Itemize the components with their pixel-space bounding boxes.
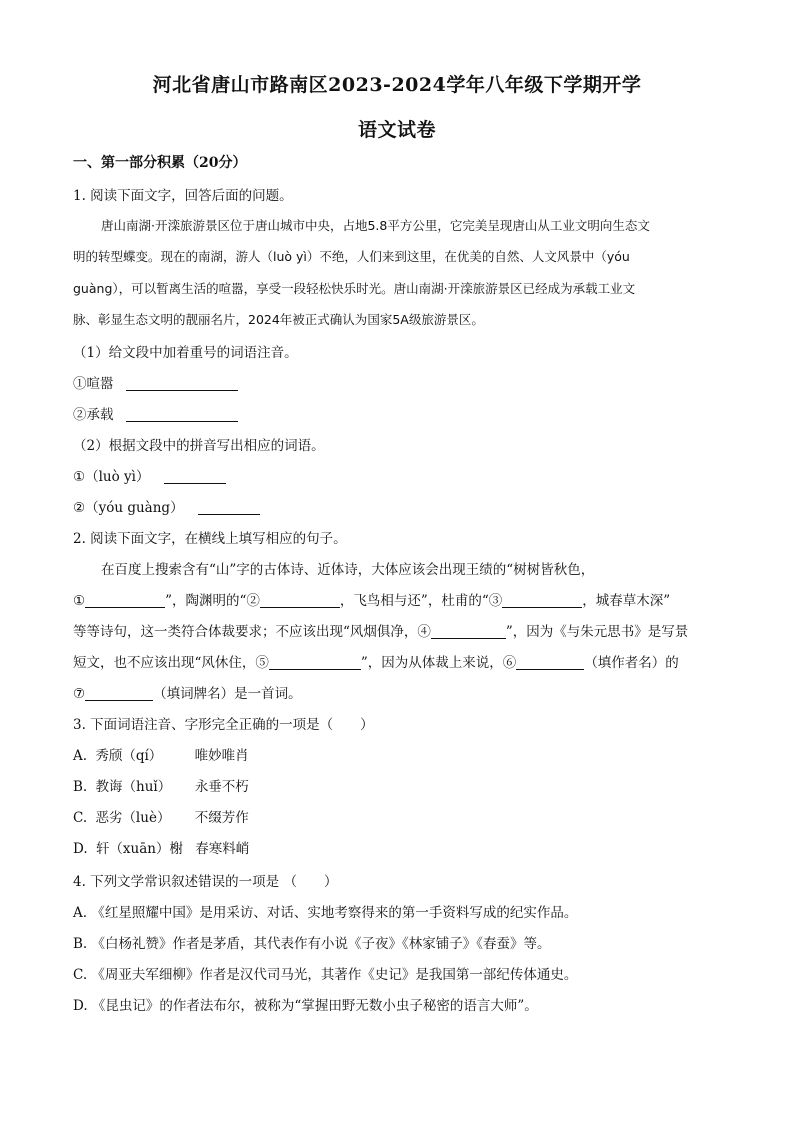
q2-text: 等等诗句，这一类符合体裁要求；不应该出现“风烟俱净，④ <box>73 624 431 640</box>
option-word: 轩（xuān）榭 <box>95 841 183 857</box>
answer-blank[interactable] <box>85 593 165 608</box>
option-letter: B. <box>73 779 88 795</box>
q1-passage-line: 明的转型蝶变。现在的南湖，游人（luò yì）不绝，人们来到这里，在优美的自然、人文风景中（yóu <box>73 249 630 264</box>
option-idiom: 永垂不朽 <box>194 779 249 795</box>
option-idiom: 唯妙唯肖 <box>194 748 249 764</box>
q4-option-c[interactable]: C. 《周亚夫军细柳》作者是汉代司马光，其著作《史记》是我国第一部纪传体通史。 <box>73 967 578 983</box>
q1-passage-line: 脉、彰显生态文明的靓丽名片，2024年被正式确认为国家5A级旅游景区。 <box>73 312 484 327</box>
q2-text: 短文，也不应该出现“风休住，⑤ <box>73 655 269 671</box>
q2-text: ，飞鸟相与还”，杜甫的“③ <box>339 593 503 609</box>
section-heading: 一、第一部分积累（20分） <box>73 155 247 171</box>
q2-text: ”，因为从体裁上来说，⑥ <box>360 655 517 671</box>
q1-item2-label: ②承载 <box>73 407 114 423</box>
q3-option-b[interactable] <box>73 775 249 795</box>
option-idiom: 春寒料峭 <box>195 841 250 857</box>
q1-item1-label: ①喧嚣 <box>73 376 114 392</box>
q3-option-a[interactable] <box>73 744 249 764</box>
q1-stem: 1. 阅读下面文字，回答后面的问题。 <box>73 188 293 204</box>
q1-item3 <box>73 465 226 485</box>
q1-sub2: （2）根据文段中的拼音写出相应的词语。 <box>73 438 325 454</box>
answer-blank[interactable] <box>431 624 506 639</box>
q1-item1 <box>73 372 238 392</box>
answer-blank[interactable] <box>126 376 238 391</box>
q2-line3 <box>73 620 688 640</box>
q4-option-b[interactable]: B. 《白杨礼赞》作者是茅盾，其代表作有小说《子夜》《林家铺子》《春蚕》等。 <box>73 936 551 952</box>
option-idiom: 不缀芳作 <box>194 810 249 826</box>
option-word: 秀颀（qí） <box>95 748 163 764</box>
q2-text: ① <box>73 593 86 609</box>
q1-item2 <box>73 403 238 423</box>
answer-blank[interactable] <box>260 593 340 608</box>
exam-title: 河北省唐山市路南区2023-2024学年八年级下学期开学 <box>152 74 642 96</box>
q2-text: ，城春草木深” <box>582 593 671 609</box>
option-letter: C. <box>73 810 88 826</box>
q3-option-d[interactable] <box>73 837 249 857</box>
answer-blank[interactable] <box>126 407 238 422</box>
option-letter: D. <box>73 841 88 857</box>
q3-stem: 3. 下面词语注音、字形完全正确的一项是（ ） <box>73 717 374 733</box>
q4-option-d[interactable]: D. 《昆虫记》的作者法布尔，被称为“掌握田野无数小虫子秘密的语言大师”。 <box>73 998 538 1014</box>
q4-stem: 4. 下列文学常识叙述错误的一项是 （ ） <box>73 874 338 890</box>
q1-sub1: （1）给文段中加着重号的词语注音。 <box>73 345 298 361</box>
answer-blank[interactable] <box>269 655 361 670</box>
q1-passage-line: guàng），可以暂离生活的喧嚣，享受一段轻松快乐时光。唐山南湖·开滦旅游景区已经成为承载工业文 <box>73 281 636 296</box>
q2-line2 <box>73 589 670 609</box>
q2-text: （填作者名）的 <box>584 655 679 671</box>
q2-text: （填词牌名）是一首词。 <box>153 686 302 702</box>
q2-line5 <box>73 682 302 702</box>
answer-blank[interactable] <box>502 593 582 608</box>
answer-blank[interactable] <box>85 686 153 701</box>
q2-text: ”，陶渊明的“② <box>165 593 260 609</box>
q3-option-c[interactable] <box>73 806 249 826</box>
option-word: 恶劣（luè） <box>95 810 171 826</box>
q4-option-a[interactable]: A. 《红星照耀中国》是用采访、对话、实地考察得来的第一手资料写成的纪实作品。 <box>73 905 578 921</box>
option-word: 教诲（huǐ） <box>95 779 172 795</box>
option-letter: A. <box>73 748 88 764</box>
answer-blank[interactable] <box>516 655 584 670</box>
q2-text: ⑦ <box>73 686 86 702</box>
q1-item4-label: ②（yóu guàng） <box>73 500 184 516</box>
q2-text: ”，因为《与朱元思书》是写景 <box>505 624 689 640</box>
q1-passage-line: 唐山南湖·开滦旅游景区位于唐山城市中央，占地5.8平方公里，它完美呈现唐山从工业文明向生态文 <box>101 218 650 233</box>
q2-line4 <box>73 651 679 671</box>
q2-line1: 在百度上搜索含有“山”字的古体诗、近体诗，大体应该会出现王绩的“树树皆秋色， <box>101 562 595 578</box>
q1-item4 <box>73 496 260 516</box>
answer-blank[interactable] <box>198 500 260 515</box>
exam-subtitle: 语文试卷 <box>357 119 436 141</box>
q2-stem: 2. 阅读下面文字，在横线上填写相应的句子。 <box>73 531 347 547</box>
q1-item3-label: ①（luò yì） <box>73 469 150 485</box>
answer-blank[interactable] <box>164 469 226 484</box>
